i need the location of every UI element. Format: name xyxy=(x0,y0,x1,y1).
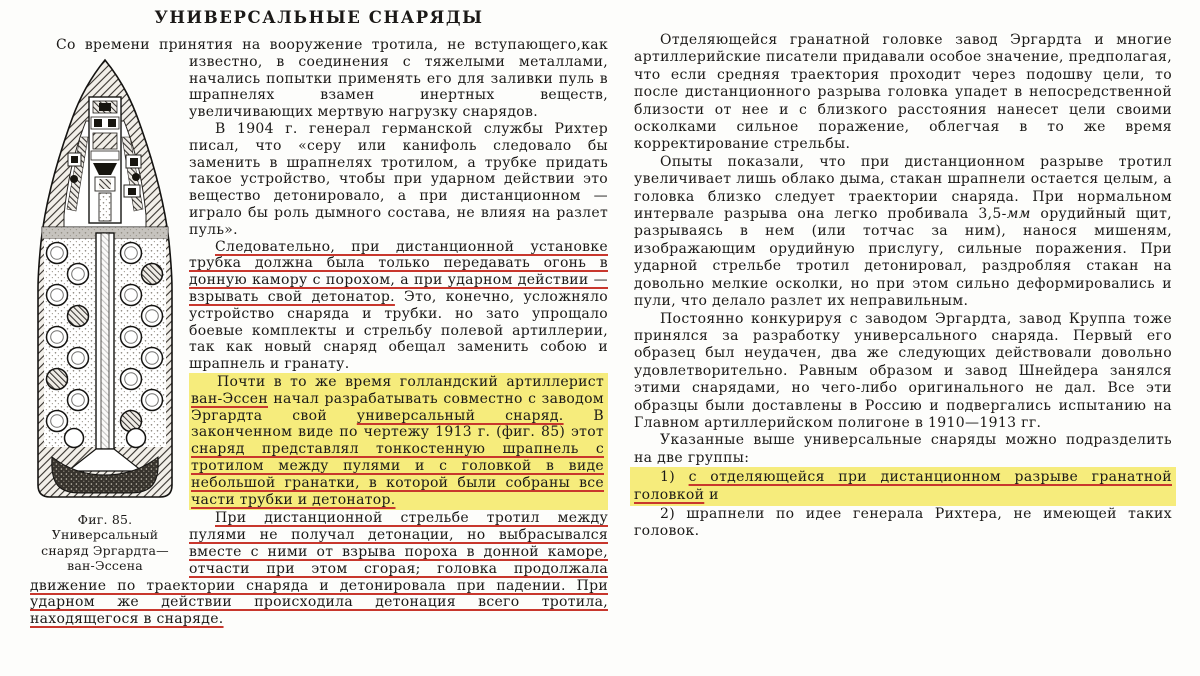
paragraph-two-groups xyxy=(634,432,1172,467)
list-item-1-highlighted xyxy=(630,467,1176,506)
intro-lead-line: Со времени принятия на вооружение тротила, не вступающего, xyxy=(56,37,582,53)
plain-text: Это, конечно, усложняло устройство снаряда и трубки. но зато упрощало боевые комплекты и стрельбу полевой артиллерии, так как новый снаряд обещал заменить собою и шрапнель и гранату. xyxy=(189,288,608,373)
underlined-phrase-van-essen: ван-Эссен xyxy=(191,390,268,407)
text-segment: начал разрабатывать совместно с заводом Эргардта свой xyxy=(191,390,604,424)
paragraph-krupp-schneider xyxy=(634,311,1172,433)
item-tail: и xyxy=(704,486,719,503)
paragraph-text: Отделяющейся гранатной головке завод Эргардта и многие артиллерийские писатели придавали особое значение, предполагая, что если средняя траектория проходит через подошву цели, то после дистанционного разрыва головка упадет в непосредственной близости от нее и с близкого расстояния нанесет цели своими осколками сильное поражение, облегчая в то же время корректирование стрельбы. xyxy=(634,32,1172,153)
italic-unit-mm: мм xyxy=(1006,206,1031,223)
text-segment: орудийный щит, разрываясь в нем (или тотчас за ним), нанося мишеням, изображающим орудийную прислугу, сильные поражения. При ударной стрельбе тротил детонировал, раздробляя стакан на довольно мелкие осколки, но при этом сильно деформировались и пули, что делало разлет их неправильным. xyxy=(634,206,1172,310)
underlined-phrase: Следовательно, при дистанционной установке трубка должна была только передавать огонь в донную камору с порохом, а при ударном действии — взрывать свой детонатор. xyxy=(189,238,608,305)
shell-cross-section-drawing xyxy=(30,57,180,505)
paragraph-text: Постоянно конкурируя с заводом Эргардта, завод Круппа тоже принялся за разработку универсального снаряда. Первый его образец был неудачен, два же следующих действовали довольно удовлетворительно. Равным образом и завод Шнейдера занялся этими снарядами, но чего-либо оригинального не дал. Все эти образцы были доставлены в Россию и подвергались испытанию на Главном артиллерийском полигоне в 1910—1913 гг. xyxy=(634,310,1172,431)
page-title: УНИВЕРСАЛЬНЫЕ СНАРЯДЫ xyxy=(154,8,484,27)
text-segment: В законченном виде по чертежу 1913 г. (фиг. 85) этот xyxy=(191,407,604,441)
left-column xyxy=(30,8,608,628)
figure-85 xyxy=(30,57,180,574)
paragraph-text: 2) шрапнели по идее генерала Рихтера, не имеющей таких головок. xyxy=(634,505,1172,540)
underlined-paragraph-text: При дистанционной стрельбе тротил между пулями не получал детонации, но выбрасывался вместе с ними от взрыва пороха в донной каморе, отчасти при этом сгорая; головка продолжала движение по траектории снаряда и детонировала при падении. При ударном же действии происходила детонация всего тротила, находящегося в снаряде. xyxy=(30,510,608,628)
text-segment: Опыты показали, что при дистанционном разрыве тротил увеличивает лишь облако дыма, стакан шрапнели остается целым, а головка близко следует траектории снаряда. При нормальном интервале разрыва она легко пробивала 3,5- xyxy=(634,153,1172,223)
underlined-phrase-shell-design: снаряд представлял тонкостенную шрапнель с тротилом между пулями и с головкой в виде небольшой гранатки, в которой были собраны все части трубки и детонатор. xyxy=(191,441,604,508)
item-number: 1) xyxy=(660,469,689,486)
underlined-phrase-grenade-head: с отделяющейся при дистанционном разрыве гранатной головкой xyxy=(634,469,1172,503)
text-segment: Почти в то же время голландский артиллерист xyxy=(217,373,604,390)
underlined-phrase-universal-shell: универсальный снаряд. xyxy=(356,407,564,424)
paragraph-separating-head xyxy=(634,32,1172,154)
right-column xyxy=(634,32,1172,541)
highlighted-paragraph-van-essen xyxy=(189,373,608,510)
richter-quote-text: В 1904 г. генерал германской службы Рихтер писал, что «серу или канифоль следовало бы заменить в шрапнелях тротилом, а трубке придать такое устройство, чтобы при ударном действии это вещество детонировало, а при дистанционном — играло бы роль дымного состава, не влияя на разлет пуль». xyxy=(189,120,608,238)
figure-caption: Фиг. 85. Универсальный снаряд Эргардта—ван-Эссена xyxy=(41,511,169,574)
paragraph-text: Указанные выше универсальные снаряды можно подразделить на две группы: xyxy=(634,432,1172,466)
intro-text: как известно, в соединения с тяжелыми металлами, начались попытки применять его для заливки пуль в шрапнелях взамен инертных веществ, увеличивающих мертвую нагрузку снарядов. xyxy=(189,37,608,121)
paragraph-experiments xyxy=(634,154,1172,311)
list-item-2 xyxy=(634,506,1172,541)
